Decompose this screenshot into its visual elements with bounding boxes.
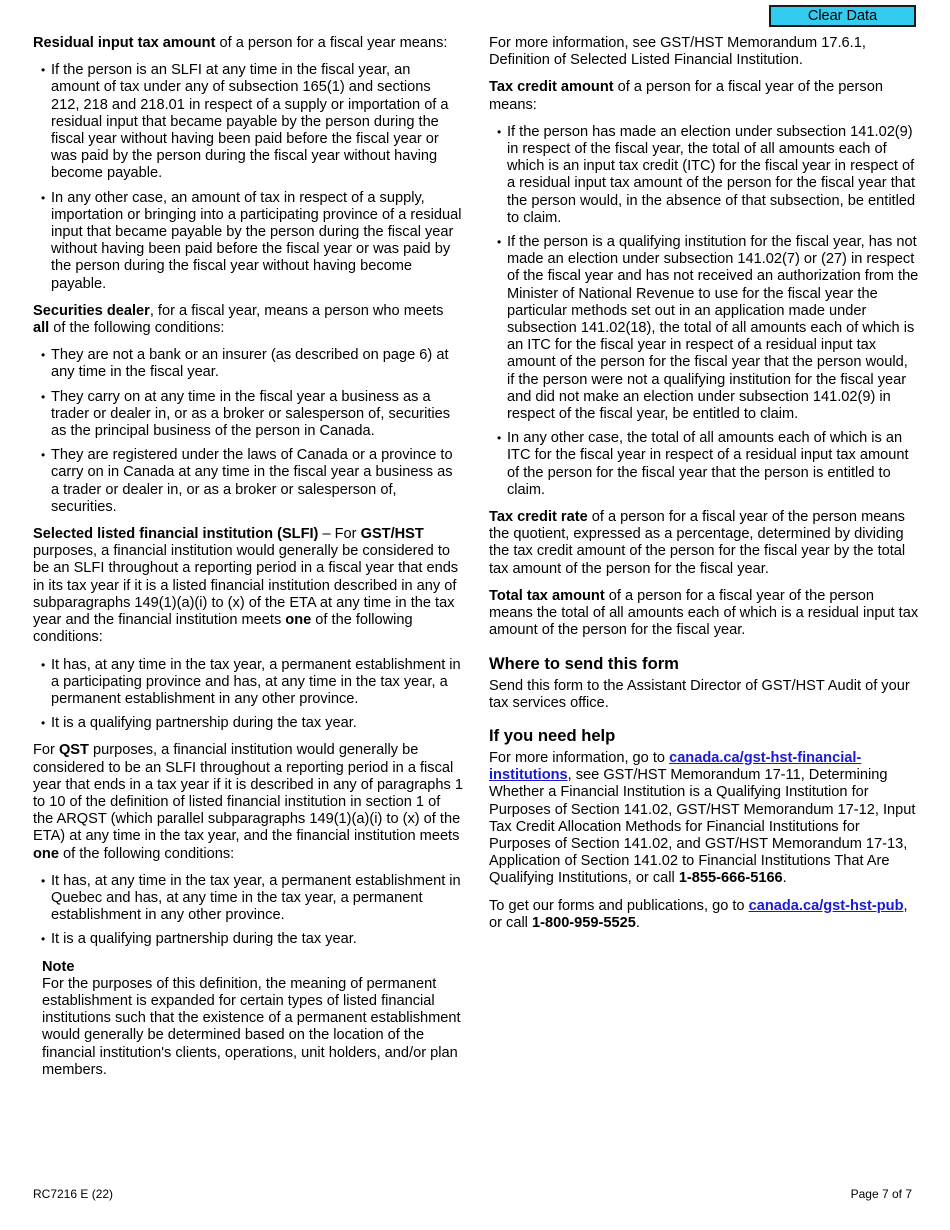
- list-item: • They carry on at any time in the fiscal year a business as a trader or dealer in, or as a broker or salesperson of, securities as the principal business of the person in Canada.: [33, 389, 463, 441]
- term: Tax credit amount: [489, 79, 614, 96]
- term: Selected listed financial institution (SLFI): [33, 526, 319, 543]
- clear-data-button[interactable]: Clear Data: [769, 5, 916, 27]
- list-item: • They are not a bank or an insurer (as described on page 6) at any time in the fiscal year.: [33, 347, 463, 381]
- list-item: • They are registered under the laws of Canada or a province to carry on in Canada at any time in the fiscal year a business as a trader or dealer in, or as a broker or salesperson of, securities.: [33, 447, 463, 516]
- securities-bullets: [33, 347, 463, 516]
- term: Residual input tax amount: [33, 35, 216, 51]
- financial-institutions-link[interactable]: canada.ca/gst-hst-financial-institutions: [489, 749, 862, 784]
- gst-hst-pub-link[interactable]: canada.ca/gst-hst-pub: [748, 897, 904, 914]
- list-item: • It has, at any time in the tax year, a permanent establishment in Quebec and has, at any time in the tax year, a permanent establishment in any other province.: [33, 873, 463, 925]
- form-id: RC7216 E (22): [33, 1187, 114, 1201]
- right-column: [489, 35, 919, 942]
- total-tax-amount-definition: Total tax amount of a person for a fiscal year of the person means the total of all amounts each of which is a residual input tax amount of the person for the fiscal year.: [489, 587, 919, 639]
- list-item: • It has, at any time in the tax year, a permanent establishment in a participating province and has, at any time in the tax year, a permanent establishment in any other province.: [33, 657, 463, 709]
- note: [33, 959, 463, 1079]
- list-item: • In any other case, the total of all amounts each of which is an ITC for the fiscal year in respect of a residual input tax amount of the person for the fiscal year that the person is entitled to claim.: [489, 430, 919, 499]
- publications-text: To get our forms and publications, go to canada.ca/gst-hst-pub, or call 1-800-959-5525.: [489, 897, 908, 931]
- tax-credit-amount-bullets: [489, 124, 919, 499]
- send-heading: Where to send this form: [489, 653, 679, 673]
- list-item: • If the person is a qualifying institution for the fiscal year, has not made an election under subsection 141.02(7) or (27) in respect of the fiscal year and has not received an authorization from the Minister of National Revenue to use for the fiscal year the particular methods set out in an application made under subsection 141.02(18), the total of all amounts each of which is an ITC for the fiscal year in respect of a residual input tax amount of the person for the fiscal year that the person would, if the person were not a qualifying institution for the fiscal year and did not make an election under subsection 141.02(9) in respect of the fiscal year, be entitled to claim.: [489, 234, 919, 423]
- residual-input-tax-definition: Residual input tax amount of a person for a fiscal year means:: [33, 35, 448, 51]
- help-phone: 1-855-666-5166: [678, 870, 783, 887]
- tax-credit-amount-definition: Tax credit amount of a person for a fiscal year of the person means:: [489, 79, 883, 113]
- more-info: For more information, see GST/HST Memorandum 17.6.1, Definition of Selected Listed Financial Institution.: [489, 35, 866, 69]
- list-item: • In any other case, an amount of tax in respect of a supply, importation or bringing into a participating province of a residual input that became payable by the person during the fiscal year without having been paid before the fiscal year or was paid by the person during the fiscal year without having become payable.: [33, 190, 463, 293]
- send-text: Send this form to the Assistant Director of GST/HST Audit of your tax services office.: [489, 677, 910, 711]
- left-column: [33, 35, 463, 1079]
- pubs-phone: 1-800-959-5525: [531, 914, 636, 931]
- term: Total tax amount: [489, 587, 605, 604]
- tax-credit-rate-definition: Tax credit rate of a person for a fiscal year of the person means the quotient, expressed as a percentage, determined by dividing the tax credit amount of the person for the fiscal year by the total tax amount of the person for the fiscal year.: [489, 509, 906, 577]
- help-text: For more information, go to canada.ca/gst-hst-financial-institutions, see GST/HST Memorandum 17-11, Determining Whether a Financial Institution is a Qualifying Institution for Purposes of Section 141.02, GST/HST Memorandum 17-12, Input Tax Credit Allocation Methods for Financial Institutions for Purposes of Section 141.02, and GST/HST Memorandum 17-13, Application of Section 141.02 to Financial Institutions That Are Qualifying Institutions, or call 1-855-666-5166.: [489, 749, 916, 887]
- note-text: For the purposes of this definition, the meaning of permanent establishment is expanded for certain types of listed financial institutions such that the existence of a permanent establishment would generally be determined based on the location of the financial institution's clients, operations, unit holders, and/or plan members.: [42, 975, 461, 1078]
- list-item: • It is a qualifying partnership during the tax year.: [33, 931, 463, 948]
- list-item: • If the person is an SLFI at any time in the fiscal year, an amount of tax under any of subsection 165(1) and sections 212, 218 and 218.01 in respect of a supply or importation of a residual input that became payable by the person during the fiscal year without having been paid before the fiscal year or was paid by the person during the fiscal year without having become payable.: [33, 62, 463, 182]
- securities-dealer-definition: Securities dealer, for a fiscal year, means a person who meets all of the following conditions:: [33, 302, 444, 337]
- term: Securities dealer: [33, 302, 150, 319]
- slfi-definition: Selected listed financial institution (SLFI) – For GST/HST purposes, a financial institution would generally be considered to be an SLFI throughout a reporting period in a fiscal year that ends in its tax year if it is a listed financial institution described in any of subparagraphs 149(1)(a)(i) to (x) of the ETA at any time in the tax year and the financial institution meets one of the following conditions:: [33, 526, 459, 646]
- residual-bullets: [33, 62, 463, 293]
- slfi-bullets: [33, 657, 463, 733]
- qst-definition: For QST purposes, a financial institution would generally be considered to be an SLFI throughout a reporting period in a fiscal year that ends in a tax year if it is described in any of paragraphs 1 to 10 of the definition of listed financial institution in section 1 of the ARQST (which parallel subparagraphs 149(1)(a)(i) to (x) of the ETA) at any time in the tax year, and the financial institution meets one of the following conditions:: [33, 742, 463, 862]
- list-item: • It is a qualifying partnership during the tax year.: [33, 715, 463, 732]
- qst-bullets: [33, 873, 463, 949]
- note-title: Note: [42, 958, 75, 975]
- term: Tax credit rate: [489, 509, 588, 526]
- page-number: Page 7 of 7: [850, 1187, 912, 1201]
- list-item: • If the person has made an election under subsection 141.02(9) in respect of the fiscal year, the total of all amounts each of which is an input tax credit (ITC) for the fiscal year in respect of a residual input tax amount of the person for the fiscal year that the person would, in the absence of that subsection, be entitled to claim.: [489, 124, 919, 227]
- help-heading: If you need help: [489, 725, 616, 745]
